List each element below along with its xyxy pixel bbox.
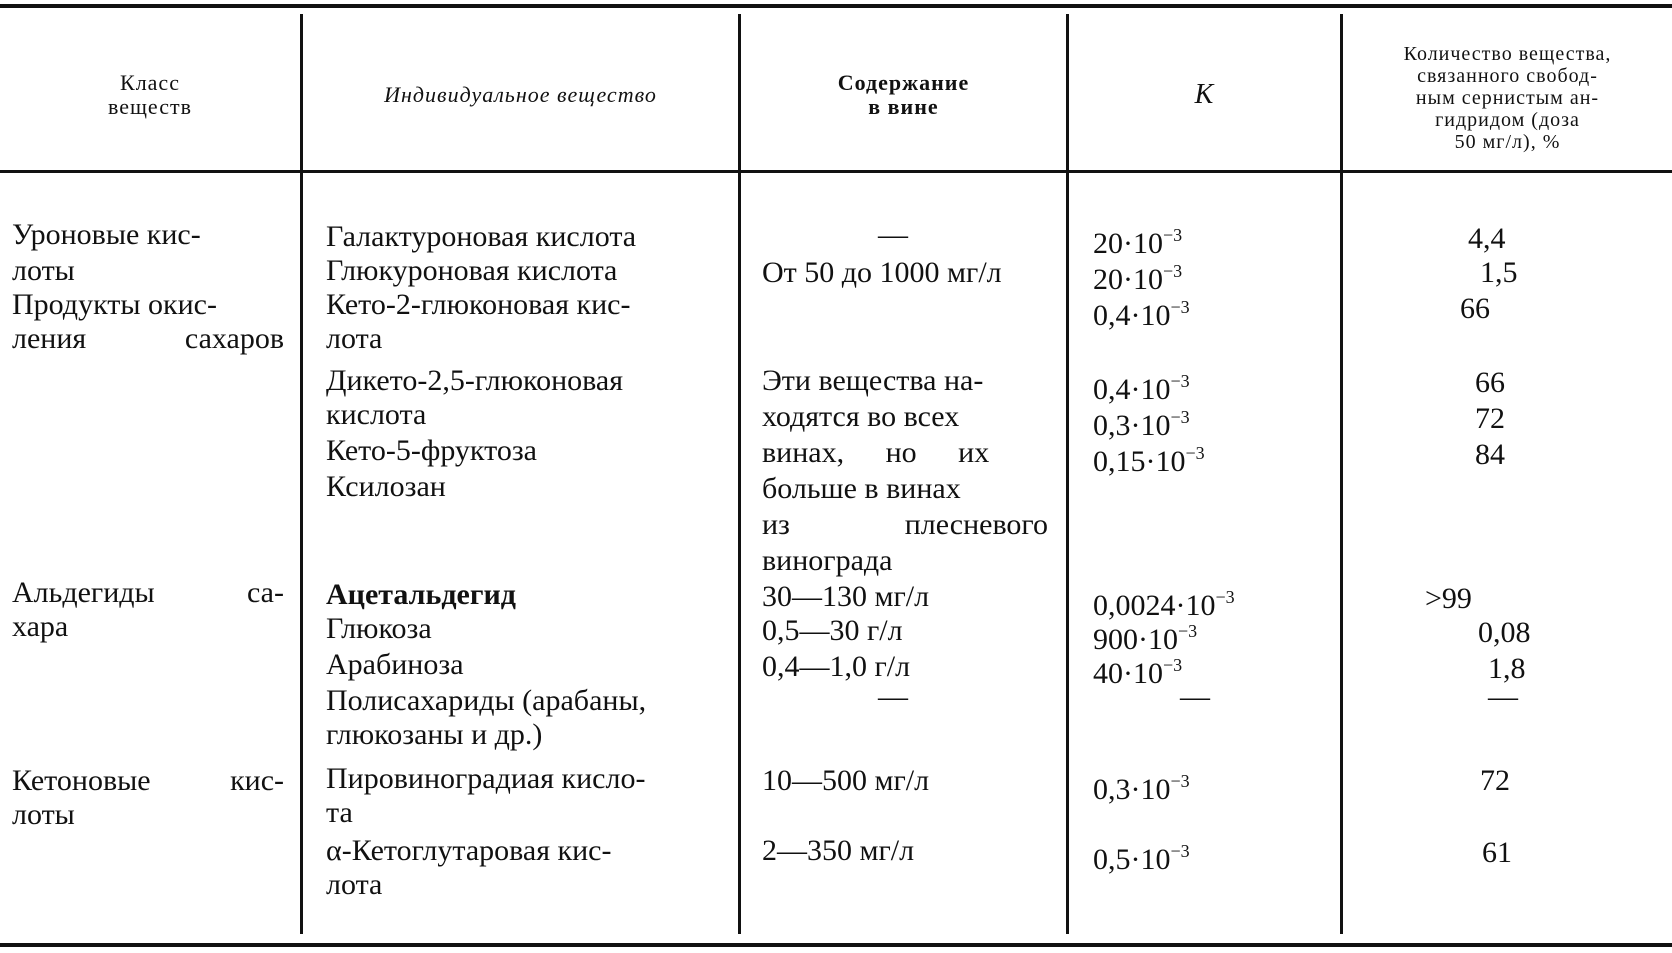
k-mantissa: 0,4·10 [1093, 373, 1171, 406]
k-exponent: −3 [1185, 443, 1205, 463]
amount-value: 1,5 [1480, 256, 1518, 289]
header-amount [1343, 28, 1672, 168]
top-rule [0, 4, 1672, 8]
k-exponent: −3 [1170, 841, 1190, 861]
amount-value: 72 [1480, 764, 1510, 797]
k-mantissa: 900·10 [1093, 623, 1178, 656]
header-content [741, 20, 1066, 170]
header-content-line1: Содержание [837, 70, 970, 95]
k-value [1093, 764, 1190, 807]
amount-value: — [1488, 680, 1518, 713]
k-exponent: −3 [1215, 587, 1235, 607]
class-line [12, 576, 284, 610]
substance-line: Галактуроновая кислота [326, 220, 637, 253]
header-content-line2: в вине [868, 94, 939, 119]
substance-line: глюкозаны и др.) [326, 718, 543, 751]
content-line: — [878, 680, 908, 713]
content-line: больше в винах [762, 472, 961, 505]
substance-line: Дикето-2,5-глюконовая [326, 364, 624, 397]
content-line: — [878, 218, 908, 251]
k-exponent: −3 [1163, 655, 1183, 675]
amount-value: >99 [1425, 582, 1472, 615]
k-mantissa: 0,3·10 [1093, 773, 1171, 806]
class-line: Уроновые кис- [12, 218, 201, 251]
header-amount-line5: 50 мг/л), % [1454, 131, 1561, 153]
amount-value: 72 [1475, 402, 1505, 435]
amount-value: 4,4 [1468, 222, 1506, 255]
k-mantissa: 0,4·10 [1093, 299, 1171, 332]
class-line: лоты [12, 254, 75, 287]
content-line [762, 508, 1048, 542]
k-exponent: −3 [1163, 225, 1183, 245]
substance-line: та [326, 796, 353, 829]
k-mantissa: 40·10 [1093, 657, 1163, 690]
bottom-rule [0, 943, 1672, 947]
k-exponent: −3 [1170, 371, 1190, 391]
k-exponent: −3 [1170, 771, 1190, 791]
class-word: кис- [230, 764, 284, 797]
header-class [0, 20, 300, 170]
class-word: Альдегиды [12, 576, 155, 609]
k-exponent: −3 [1170, 407, 1190, 427]
class-word: ления [12, 322, 87, 355]
substance-line: Глюкуроновая кислота [326, 254, 618, 287]
k-value [1093, 834, 1190, 877]
amount-value: 0,08 [1478, 616, 1531, 649]
header-class-line2: веществ [107, 94, 193, 119]
k-exponent: −3 [1170, 297, 1190, 317]
class-line: хара [12, 610, 69, 643]
content-line: винограда [762, 544, 893, 577]
k-mantissa: 0,15·10 [1093, 445, 1186, 478]
substance-line: Глюкоза [326, 612, 432, 645]
substance-line: Ксилозан [326, 470, 446, 503]
content-line: винах, но их [762, 436, 990, 469]
content-line: ходятся во всех [762, 400, 960, 433]
k-mantissa: 0,5·10 [1093, 843, 1171, 876]
class-word: са- [247, 576, 284, 609]
substance-line: Кето-2-глюконовая кис- [326, 288, 631, 321]
header-amount-line4: гидридом (доза [1435, 109, 1580, 131]
substance-line: лота [326, 322, 383, 355]
content-word: плесневого [904, 508, 1048, 541]
header-amount-line2: связанного свобод- [1417, 65, 1598, 87]
substance-line: Ацетальдегид [326, 578, 516, 611]
amount-value: 61 [1482, 836, 1512, 869]
substance-line: Полисахариды (арабаны, [326, 684, 647, 717]
header-amount-line1: Количество вещества, [1403, 43, 1612, 65]
content-line: 0,4—1,0 г/л [762, 650, 911, 683]
header-rule [0, 170, 1672, 173]
substance-line: α-Кетоглутаровая кис- [326, 834, 612, 867]
content-line: 0,5—30 г/л [762, 614, 903, 647]
k-mantissa: 0,0024·10 [1093, 589, 1216, 622]
substance-line: Кето-5-фруктоза [326, 434, 537, 467]
k-mantissa: 20·10 [1093, 263, 1163, 296]
substance-line: Арабиноза [326, 648, 464, 681]
k-value [1093, 290, 1190, 333]
k-exponent: −3 [1178, 621, 1198, 641]
k-value [1093, 436, 1205, 479]
content-line: От 50 до 1000 мг/л [762, 256, 1002, 289]
k-mantissa: 0,3·10 [1093, 409, 1171, 442]
k-value [1093, 648, 1182, 691]
header-substance [303, 20, 738, 170]
header-k-label: K [1194, 79, 1215, 110]
header-k [1069, 20, 1340, 170]
class-line [12, 322, 284, 356]
class-line [12, 764, 284, 798]
content-line: 2—350 мг/л [762, 834, 915, 867]
class-word: сахаров [184, 322, 284, 355]
content-line: 30—130 мг/л [762, 580, 930, 613]
amount-value: 1,8 [1488, 652, 1526, 685]
k-value: — [1180, 680, 1210, 713]
amount-value: 66 [1475, 366, 1505, 399]
content-line: 10—500 мг/л [762, 764, 930, 797]
amount-value: 84 [1475, 438, 1505, 471]
header-class-line1: Класс [120, 70, 180, 95]
class-line: лоты [12, 798, 75, 831]
substance-line: лота [326, 868, 383, 901]
class-word: Кетоновые [12, 764, 151, 797]
substance-line: кислота [326, 398, 427, 431]
header-substance-label: Индивидуальное вещество [384, 82, 657, 107]
amount-value: 66 [1460, 292, 1490, 325]
k-mantissa: 20·10 [1093, 227, 1163, 260]
header-amount-line3: ным сернистым ан- [1415, 87, 1600, 109]
substance-line: Пировиноградиая кисло- [326, 762, 646, 795]
k-exponent: −3 [1163, 261, 1183, 281]
content-line: Эти вещества на- [762, 364, 984, 397]
class-line: Продукты окис- [12, 288, 217, 321]
content-word: из [762, 508, 790, 541]
